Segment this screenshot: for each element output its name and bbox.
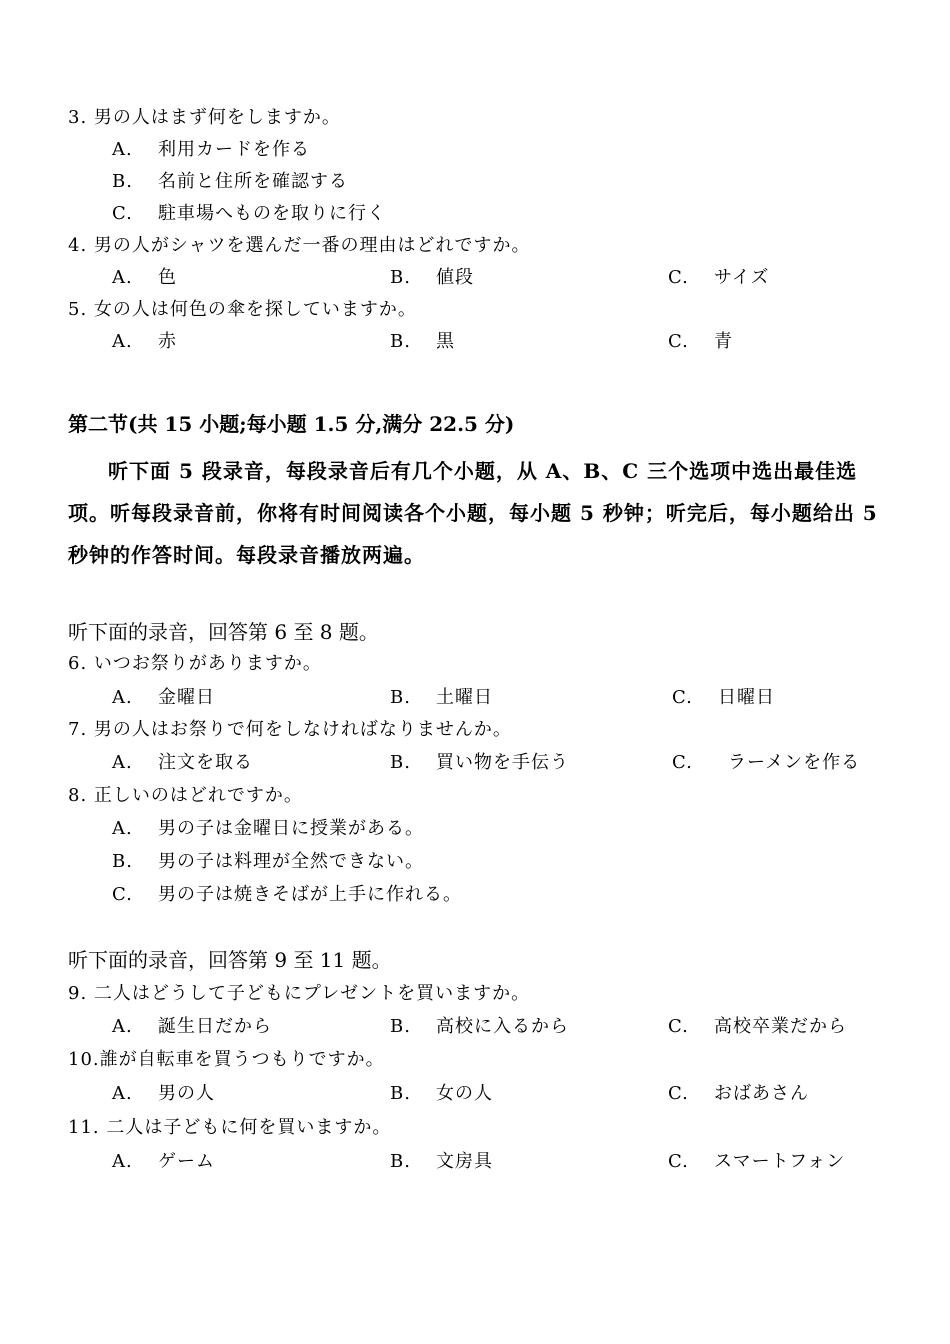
question-6-option-a: A. 金曜日 (112, 687, 215, 708)
question-3-option-c: C. 駐車場へものを取りに行く (112, 203, 386, 224)
question-11-option-b: B. 文房具 (390, 1151, 493, 1172)
listening-group-2-label: 听下面的录音，回答第 9 至 11 题。 (68, 948, 392, 972)
question-8-stem: 8. 正しいのはどれですか。 (68, 785, 303, 806)
question-6-stem: 6. いつお祭りがありますか。 (68, 653, 322, 674)
question-9-option-b: B. 高校に入るから (390, 1016, 569, 1037)
question-7-stem: 7. 男の人はお祭りで何をしなければなりませんか。 (68, 719, 512, 740)
question-9-stem: 9. 二人はどうして子どもにプレゼントを買いますか。 (68, 983, 531, 1004)
question-4-option-a: A. 色 (112, 267, 177, 288)
question-11-stem: 11. 二人は子どもに何を買いますか。 (68, 1117, 392, 1138)
listening-group-1-label: 听下面的录音，回答第 6 至 8 题。 (68, 620, 379, 644)
question-6-option-c: C. 日曜日 (672, 687, 775, 708)
question-7-option-a: A. 注文を取る (112, 752, 253, 773)
question-10-option-b: B. 女の人 (390, 1083, 493, 1104)
question-5-option-a: A. 赤 (112, 331, 177, 352)
question-9-option-c: C. 高校卒業だから (668, 1016, 847, 1037)
question-3-option-a: A. 利用カードを作る (112, 139, 310, 160)
question-4-option-c: C. サイズ (668, 267, 770, 288)
question-10-option-a: A. 男の人 (112, 1083, 215, 1104)
question-8-option-c: C. 男の子は焼きそばが上手に作れる。 (112, 884, 462, 905)
question-5-option-c: C. 青 (668, 331, 733, 352)
question-9-option-a: A. 誕生日だから (112, 1016, 272, 1037)
question-11-option-c: C. スマートフォン (668, 1151, 846, 1172)
question-8-option-b: B. 男の子は料理が全然できない。 (112, 851, 424, 872)
question-5-stem: 5. 女の人は何色の傘を探していますか。 (68, 299, 417, 320)
section-2-title: 第二节(共 15 小题;每小题 1.5 分,满分 22.5 分) (68, 412, 515, 436)
question-4-option-b: B. 値段 (390, 267, 474, 288)
section-2-instructions: 听下面 5 段录音，每段录音后有几个小题，从 A、B、C 三个选项中选出最佳选项。听每段录音前，你将有时间阅读各个小题，每小题 5 秒钟；听完后，每小题给出 5 秒钟的作答时间。每段录音播放两遍。 (68, 459, 878, 567)
question-7-option-b: B. 買い物を手伝う (390, 752, 569, 773)
question-4-stem: 4. 男の人がシャツを選んだ一番の理由はどれですか。 (68, 235, 531, 256)
question-3-stem: 3. 男の人はまず何をしますか。 (68, 107, 341, 128)
question-10-stem: 10.誰が自転車を買うつもりですか。 (68, 1049, 385, 1070)
question-7-option-c: C. ラーメンを作る (672, 752, 861, 773)
question-11-option-a: A. ゲーム (112, 1151, 215, 1172)
question-5-option-b: B. 黒 (390, 331, 455, 352)
question-8-option-a: A. 男の子は金曜日に授業がある。 (112, 818, 424, 839)
question-10-option-c: C. おばあさん (668, 1083, 809, 1104)
question-3-option-b: B. 名前と住所を確認する (112, 171, 348, 192)
question-6-option-b: B. 土曜日 (390, 687, 493, 708)
